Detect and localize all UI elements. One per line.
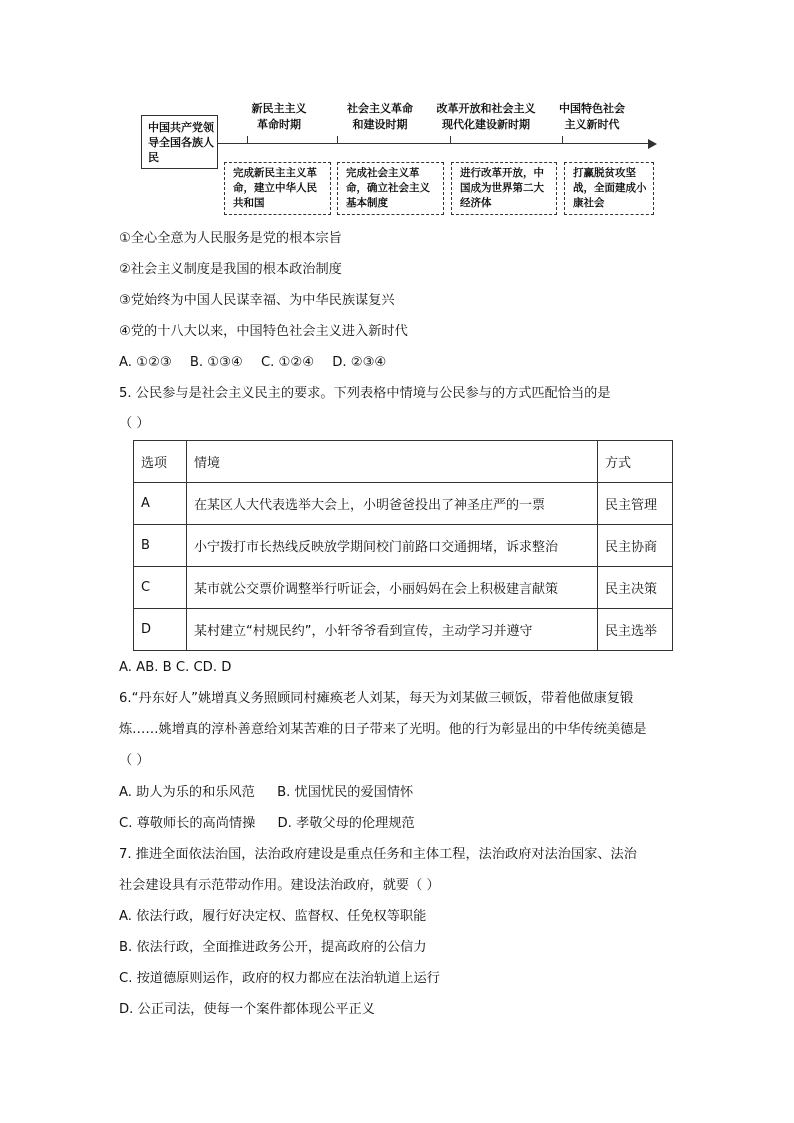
table-cell: B (134, 525, 187, 567)
era-title-line: 革命时期 (257, 118, 301, 131)
table-cell: 民主决策 (598, 567, 673, 609)
table-row (134, 525, 673, 567)
table-cell: C (134, 567, 187, 609)
q7-option-c[interactable]: C. 按道德原则运作，政府的权力都应在法治轨道上运行 (119, 971, 440, 986)
era-title-2 (334, 101, 426, 133)
timeline-axis (218, 143, 650, 144)
diagram-start-box: 中国共产党领导全国各族人民 (141, 115, 218, 169)
table-header-cell: 选项 (134, 441, 187, 483)
q4-statement-2: ②社会主义制度是我国的根本政治制度 (119, 262, 342, 277)
q5-table (133, 440, 673, 651)
era-achievement-2: 完成社会主义革命，确立社会主义基本制度 (337, 162, 444, 215)
q6-option-c[interactable]: C. 尊敬师长的高尚情操 (119, 816, 256, 831)
era-achievement-4: 打赢脱贫攻坚战，全面建成小康社会 (564, 162, 654, 215)
era-title-line: 主义新时代 (564, 118, 620, 131)
q4-statement-1: ①全心全意为人民服务是党的根本宗旨 (119, 231, 342, 246)
era-title-4 (548, 101, 636, 133)
q7-option-b[interactable]: B. 依法行政，全面推进政务公开，提高政府的公信力 (119, 940, 427, 955)
timeline-arrow-head (648, 139, 657, 149)
era-title-line: 现代化建设新时期 (442, 118, 530, 131)
q6-option-d[interactable]: D. 孝敬父母的伦理规范 (277, 816, 415, 831)
q6-option-a[interactable]: A. 助人为乐的和乐风范 (119, 785, 255, 800)
era-title-line: 和建设时期 (352, 118, 408, 131)
table-header-cell: 情境 (187, 441, 598, 483)
table-row (134, 609, 673, 651)
q6-options-row-2 (119, 815, 415, 833)
q4-statement-4: ④党的十八大以来，中国特色社会主义进入新时代 (119, 324, 408, 339)
q6-stem: 6.“丹东好人”姚增真义务照顾同村瘫痪老人刘某，每天为刘某做三顿饭，带着他做康复锻 (119, 691, 634, 706)
timeline-tick (450, 136, 451, 144)
q6-stem-paren: （ ） (119, 753, 150, 768)
q5-stem: 5. 公民参与是社会主义民主的要求。下列表格中情境与公民参与的方式匹配恰当的是 (119, 386, 611, 401)
era-achievement-1: 完成新民主主义革命，建立中华人民共和国 (224, 162, 331, 215)
q4-options (119, 354, 386, 372)
q7-option-a[interactable]: A. 依法行政，履行好决定权、监督权、任免权等职能 (119, 909, 427, 924)
era-title-1 (236, 101, 322, 133)
table-cell: 民主管理 (598, 483, 673, 525)
q4-option-b[interactable]: B. ①③④ (189, 355, 243, 370)
q4-statement-3: ③党始终为中国人民谋幸福、为中华民族谋复兴 (119, 293, 395, 308)
q4-option-c[interactable]: C. ①②④ (260, 355, 315, 370)
era-title-line: 新民主主义 (251, 102, 307, 115)
q6-stem-cont: 炼……姚增真的淳朴善意给刘某苦难的日子带来了光明。他的行为彰显出的中华传统美德是 (119, 722, 647, 737)
q7-stem-cont: 社会建设具有示范带动作用。建设法治政府，就要（ ） (119, 878, 440, 893)
era-achievement-3: 进行改革开放，中国成为世界第二大经济体 (451, 162, 557, 215)
q7-option-d[interactable]: D. 公正司法，使每一个案件都体现公平正义 (119, 1002, 375, 1017)
q6-option-b[interactable]: B. 忧国忧民的爱国情怀 (277, 785, 414, 800)
table-cell: 在某区人大代表选举大会上，小明爸爸投出了神圣庄严的一票 (187, 483, 598, 525)
timeline-tick (247, 136, 248, 144)
timeline-tick (562, 136, 563, 144)
table-cell: 小宁拨打市长热线反映放学期间校门前路口交通拥堵，诉求整治 (187, 525, 598, 567)
table-cell: 某市就公交票价调整举行听证会，小丽妈妈在会上积极建言献策 (187, 567, 598, 609)
table-row (134, 567, 673, 609)
table-cell: D (134, 609, 187, 651)
table-header-cell: 方式 (598, 441, 673, 483)
q5-answer-options[interactable]: A. AB. B C. CD. D (119, 660, 232, 675)
era-title-3 (425, 101, 547, 133)
q4-option-a[interactable]: A. ①②③ (119, 355, 172, 370)
timeline-tick (337, 136, 338, 144)
q6-options-row-1 (119, 784, 413, 802)
q4-option-d[interactable]: D. ②③④ (332, 355, 387, 370)
table-header-row (134, 441, 673, 483)
era-title-line: 中国特色社会 (559, 102, 625, 115)
table-cell: 民主协商 (598, 525, 673, 567)
era-title-line: 社会主义革命 (347, 102, 413, 115)
table-cell: 某村建立“村规民约”，小轩爷爷看到宣传，主动学习并遵守 (187, 609, 598, 651)
table-cell: 民主选举 (598, 609, 673, 651)
q5-stem-paren: （ ） (119, 416, 150, 431)
q7-stem: 7. 推进全面依法治国，法治政府建设是重点任务和主体工程，法治政府对法治国家、法治 (119, 847, 637, 862)
table-row (134, 483, 673, 525)
era-title-line: 改革开放和社会主义 (436, 102, 536, 115)
table-cell: A (134, 483, 187, 525)
